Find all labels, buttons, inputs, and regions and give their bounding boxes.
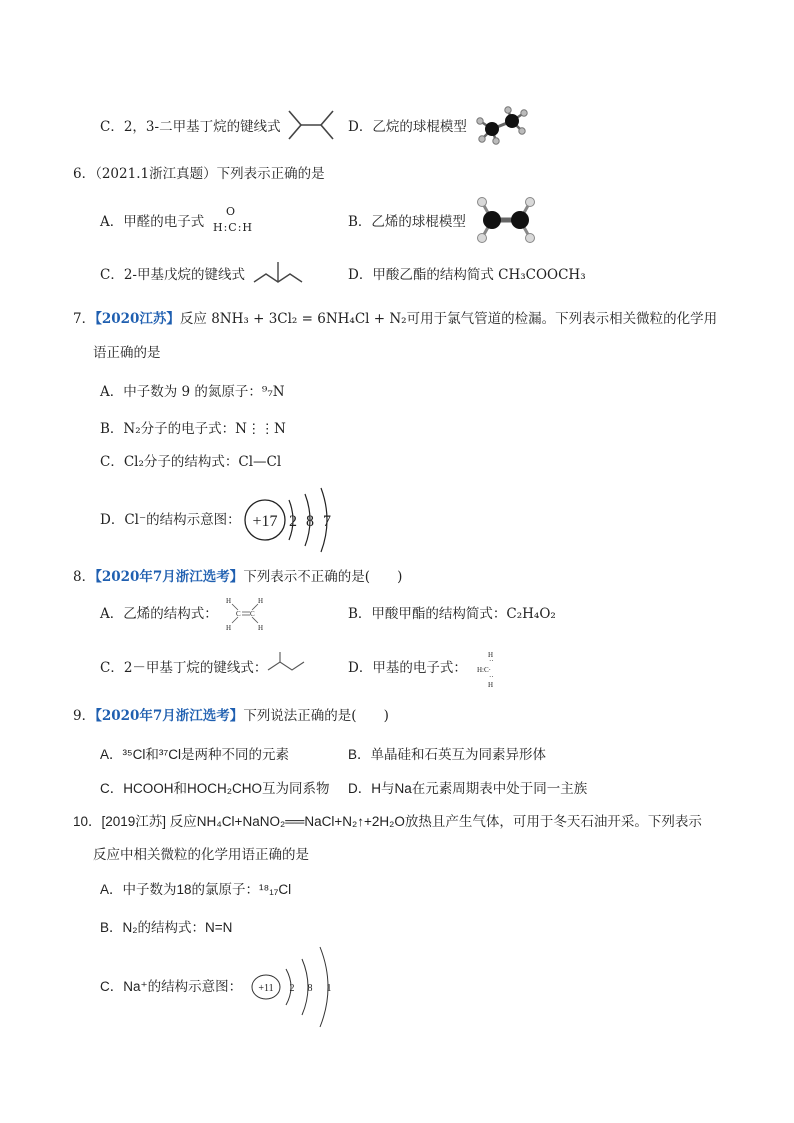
q9-stem-text: 下列说法正确的是( ) [243,708,389,724]
q6-ethyl-formate-formula: CH₃COOCH₃ [498,267,586,283]
chloride-ion-structure-diagram [243,486,343,556]
q7-nitrogen-isotope: ⁹₇N [261,384,285,400]
chloride-shell-3: 7 [323,513,331,530]
q8-option-d: D．甲基的电子式： [348,660,467,676]
q7-source-tag: 【2020江苏】 [95,311,180,327]
q9-option-a: A．³⁵Cl和³⁷Cl是两种不同的元素 [100,747,289,762]
ethylene-ball-stick-model [474,196,540,246]
q8-option-b-label: B．甲酸甲酯的结构简式： [348,606,507,622]
q8-stem-text: 下列表示不正确的是( ) [243,569,403,585]
svg-text:H:C·: H:C· [477,666,491,674]
svg-text:C: C [236,610,241,618]
q6-option-d [348,265,586,285]
svg-text:H: H [488,651,494,659]
sodium-shell-3: 1 [326,983,332,994]
q8-stem [73,567,402,587]
q6-formula-oxygen: O [226,205,236,218]
sodium-shell-1: 2 [289,983,295,994]
q9-option-c: C．HCOOH和HOCH₂CHO互为同系物 [100,781,330,796]
svg-text:H: H [488,681,494,689]
q10-option-b: B．N₂的结构式：N=N [100,920,233,935]
q8-option-a: A．乙烯的结构式： [100,606,218,622]
q7-number: 7． [73,311,96,327]
svg-text:H: H [258,597,264,605]
q7-option-a [100,382,285,402]
chloride-shell-2: 8 [306,513,314,530]
q10-option-a-label: A．中子数为18的氯原子： [100,882,260,897]
q7-stem [73,309,717,329]
q9-option-d: D．H与Na在元素周期表中处于同一主族 [348,781,588,796]
svg-text:··: ·· [489,657,494,665]
q7-stem-continued: 语正确的是 [93,345,161,361]
sodium-ion-structure-diagram [250,945,342,1031]
q8-source-tag: 【2020年7月浙江选考】 [95,569,244,585]
methyl-radical-electron-formula [476,649,506,689]
q7-option-a-label: A．中子数为 9 的氮原子： [100,384,262,400]
q7-stem-post: 可用于氯气管道的检漏。下列表示相关微粒的化学用 [406,311,718,327]
q10-option-c: C．Na⁺的结构示意图： [100,979,243,994]
q6-option-c: C．2-甲基戊烷的键线式 [100,267,245,283]
sodium-nucleus-charge: +11 [258,983,274,994]
svg-text:H: H [226,597,232,605]
q7-option-b: B．N₂分子的电子式：N⋮⋮N [100,421,286,437]
q7-stem-pre: 反应 [179,311,212,327]
q7-option-c: C．Cl₂分子的结构式：Cl—Cl [100,454,282,470]
q5-option-d: D．乙烷的球棍模型 [348,119,467,135]
svg-text:H: H [226,624,232,632]
q8-methyl-formate-formula: C₂H₄O₂ [506,606,556,622]
q10-stem: 10．[2019江苏] 反应NH₄Cl+NaNO₂══NaCl+N₂↑+2H₂O放热且产生气体，可用于冬天石油开采。下列表示 [73,814,702,829]
chloride-shell-1: 2 [289,513,297,530]
q10-chlorine-isotope: ¹⁸₁₇Cl [259,882,292,897]
q9-number: 9． [73,708,96,724]
q10-stem-continued: 反应中相关微粒的化学用语正确的是 [93,847,309,862]
q9-stem [73,706,389,726]
q7-equation: 8NH₃ + 3Cl₂ = 6NH₄Cl + N₂ [211,311,407,327]
methylbutane-skeletal-formula [266,650,312,674]
chloride-nucleus-charge: +17 [252,513,278,530]
q8-number: 8． [73,569,96,585]
q9-source-tag: 【2020年7月浙江选考】 [95,708,244,724]
q6-formaldehyde-electron-formula: H:C:H [213,221,254,234]
q9-option-b: B．单晶硅和石英互为同素异形体 [348,747,547,762]
ethane-ball-stick-model [474,107,530,145]
q6-option-d-label: D．甲酸乙酯的结构简式 [348,267,499,283]
q6-option-b: B．乙烯的球棍模型 [348,214,466,230]
q10-option-a [100,880,291,900]
q8-option-b [348,604,556,624]
q6-stem: 6．（2021.1浙江真题）下列表示正确的是 [73,166,325,182]
q7-option-d: D．Cl⁻的结构示意图： [100,512,241,528]
svg-text:C: C [250,610,255,618]
q6-option-a: A．甲醛的电子式 [100,214,205,230]
svg-text:H: H [258,624,264,632]
q5-option-c: C．2，3-二甲基丁烷的键线式 [100,119,281,135]
methylpentane-skeletal-formula [252,258,312,288]
dimethylbutane-skeletal-formula [287,107,337,145]
sodium-shell-2: 8 [307,983,313,994]
ethylene-structural-formula [222,594,270,632]
q8-option-c: C．2－甲基丁烷的键线式： [100,660,268,676]
svg-text:··: ·· [489,673,494,681]
